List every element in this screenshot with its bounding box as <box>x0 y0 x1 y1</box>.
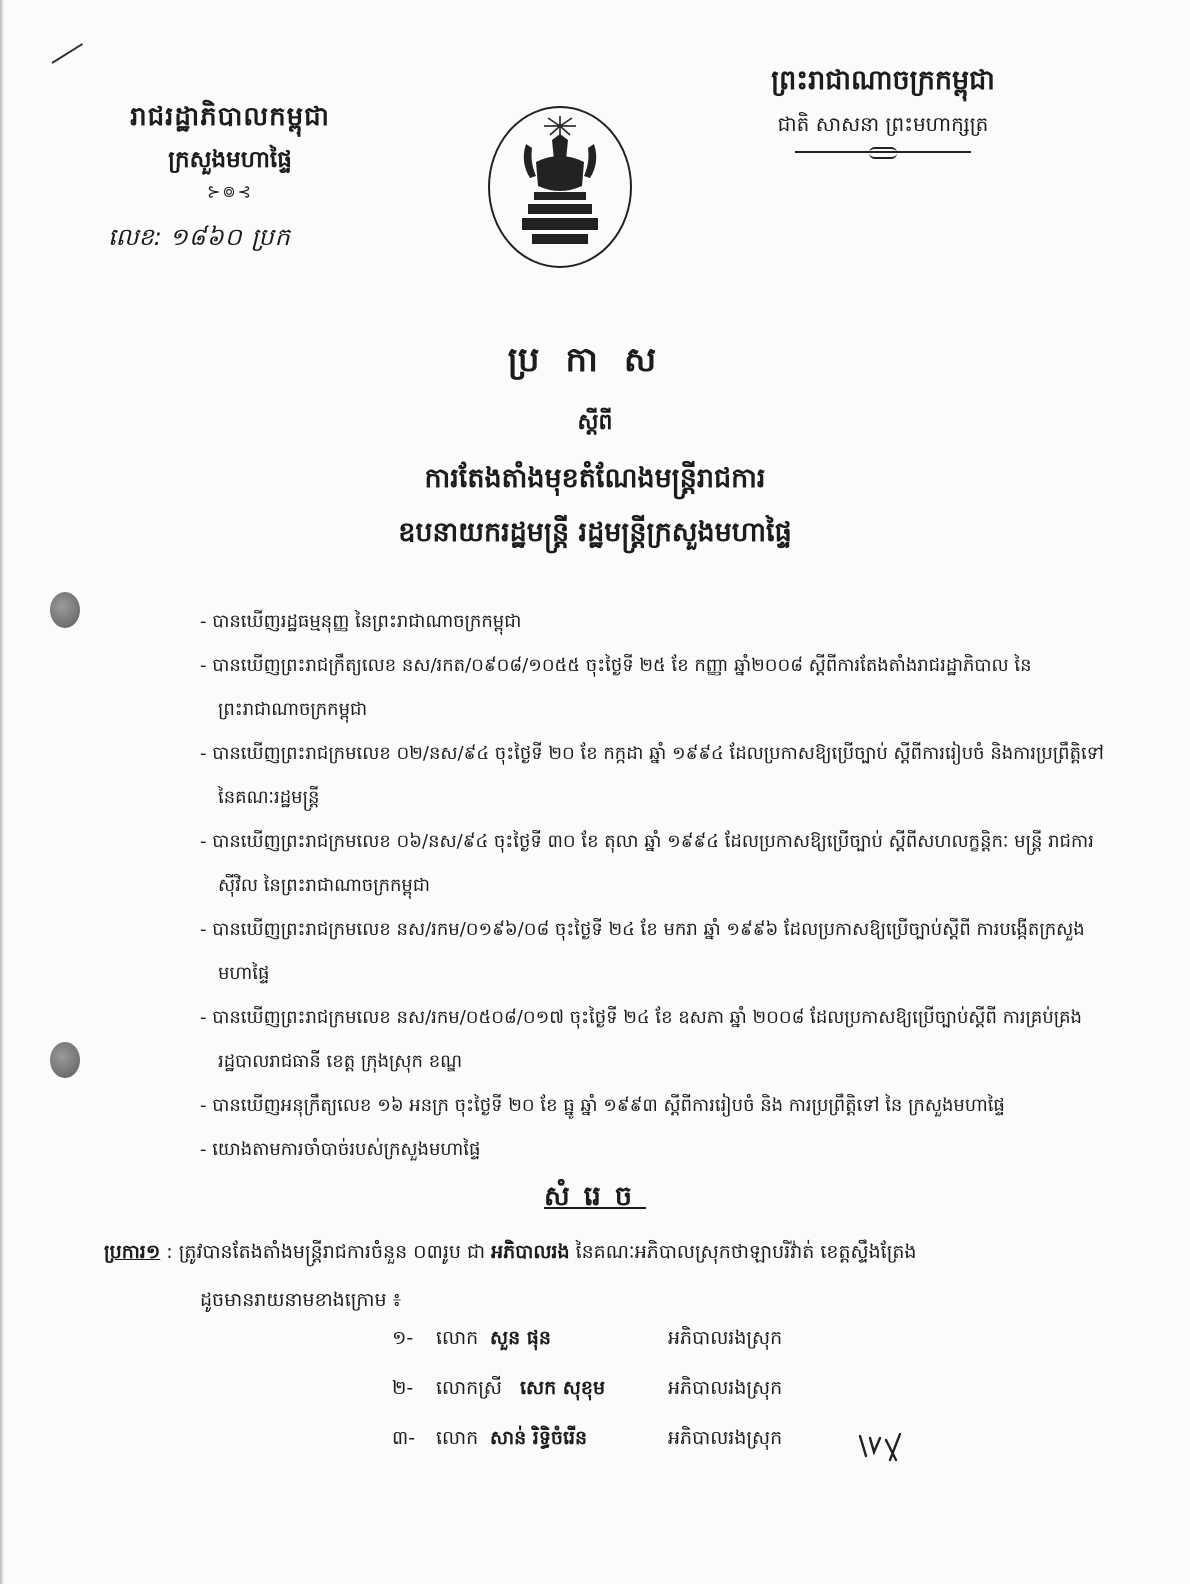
appointee-position: អភិបាលរងស្រុក <box>668 1327 783 1349</box>
appointee-name: សួន ផុន <box>490 1327 551 1349</box>
recitals-list <box>200 600 1120 1172</box>
subject-line-1: ការតែងតាំងមុខតំណែងមន្ត្រីរាជការ <box>424 463 766 494</box>
appointee-title: លោក <box>436 1427 479 1449</box>
article-line-1 <box>104 1228 1114 1276</box>
recital-item: - បានឃើញរដ្ឋធម្មនុញ្ញ នៃព្រះរាជាណាចក្រកម្ពុជា <box>200 611 522 632</box>
ornament-divider: ⊱៙⊰ <box>206 182 254 201</box>
article-line-2: ដូចមានរាយនាមខាងក្រោម ៖ <box>200 1289 401 1311</box>
appointee-position: អភិបាលរងស្រុក <box>668 1427 783 1449</box>
article-label: ប្រការ១ <box>104 1241 161 1263</box>
appointee-row <box>392 1426 912 1476</box>
ministry-name: ក្រសួងមហាផ្ទៃ <box>168 147 292 173</box>
article-text: នៃគណៈអភិបាលស្រុកថាឡាបរិវ៉ាត់ ខេត្តស្ទឹងត្រែង <box>569 1241 917 1263</box>
motto-divider <box>795 151 971 153</box>
recital-item: - បានឃើញព្រះរាជក្រមលេខ ០៦/នស/៩៤ ចុះថ្ងៃទី ៣០ ខែ តុលា ឆ្នាំ ១៩៩៤ ដែលប្រកាសឱ្យប្រើច្បាប់ ស្តីពីសហលក្ខន្តិកៈ មន្ត្រី រាជការស៊ីវិល នៃព្រះរាជាណាចក្រកម្ពុជា <box>200 831 1094 896</box>
reference-number <box>108 222 291 257</box>
national-motto: ជាតិ សាសនា ព្រះមហាក្សត្រ <box>777 112 989 136</box>
reference-label: លេខ: <box>108 223 162 251</box>
government-name: រាជរដ្ឋាភិបាលកម្ពុជា <box>130 102 330 132</box>
scan-edge <box>0 0 4 1584</box>
recital-item: - បានឃើញអនុក្រឹត្យលេខ ១៦ អនក្រ ចុះថ្ងៃទី ២០ ខែ ធ្នូ ឆ្នាំ ១៩៩៣ ស្តីពីការរៀបចំ និង ការប្រព្រឹត្តិទៅ នៃ ក្រសួងមហាផ្ទៃ <box>200 1095 1005 1116</box>
appointee-position: អភិបាលរងស្រុក <box>668 1377 783 1399</box>
subject-prefix: ស្តីពី <box>577 410 613 435</box>
appointee-title: លោក <box>436 1327 479 1349</box>
article-separator: : <box>160 1241 179 1263</box>
reference-value: ១៨៦០ ប្រក <box>169 223 291 251</box>
article-1 <box>104 1228 1114 1324</box>
recital-item: - យោងតាមការចាំបាច់របស់ក្រសួងមហាផ្ទៃ <box>200 1139 481 1160</box>
article-text: ត្រូវបានតែងតាំងមន្ត្រីរាជការចំនួន ០៣រូប ជា <box>178 1241 492 1263</box>
appointee-name: សាន់ រិទ្ធិចំរើន <box>490 1427 588 1449</box>
decision-heading: សំរេច <box>544 1181 646 1212</box>
punch-hole <box>50 1042 80 1078</box>
appointee-list <box>392 1326 912 1476</box>
appointee-number: ៣- <box>392 1427 416 1449</box>
appointee-row <box>392 1376 912 1426</box>
recital-item: - បានឃើញព្រះរាជក្រមលេខ ០២/នស/៩៤ ចុះថ្ងៃទី ២០ ខែ កក្កដា ឆ្នាំ ១៩៩៤ ដែលប្រកាសឱ្យប្រើច្បាប់ ស្តីពីការរៀបចំ និងការប្រព្រឹត្តិទៅ នៃគណៈរដ្ឋមន្ត្រី <box>200 743 1104 808</box>
punch-hole <box>50 592 80 628</box>
appointee-number: ១- <box>392 1327 414 1349</box>
subject-line-2: ឧបនាយករដ្ឋមន្ត្រី រដ្ឋមន្ត្រីក្រសួងមហាផ្ទៃ <box>398 517 792 548</box>
appointee-row <box>392 1326 912 1376</box>
recital-item: - បានឃើញព្រះរាជក្រមលេខ នស/រកម/០១៩៦/០៨ ចុះថ្ងៃទី ២៤ ខែ មករា ឆ្នាំ ១៩៩៦ ដែលប្រកាសឱ្យប្រើច្បាប់ស្តីពី ការបង្កើតក្រសួងមហាផ្ទៃ <box>200 919 1085 984</box>
royal-emblem-icon <box>486 104 634 270</box>
issuer-block <box>100 100 360 205</box>
pen-mark <box>51 43 83 64</box>
kingdom-block <box>738 64 1028 153</box>
appointee-number: ២- <box>392 1377 414 1399</box>
recital-item: - បានឃើញព្រះរាជក្រឹត្យលេខ នស/រកត/០៩០៨/១០៥៥ ចុះថ្ងៃទី ២៥ ខែ កញ្ញា ឆ្នាំ២០០៨ ស្តីពីការតែងតាំងរាជរដ្ឋាភិបាល នៃព្រះរាជាណាចក្រកម្ពុជា <box>200 655 1032 720</box>
document-type: ប្រកាស <box>507 340 683 380</box>
handwritten-initials <box>856 1426 930 1466</box>
appointee-title: លោកស្រី <box>436 1377 502 1399</box>
recital-item: - បានឃើញព្រះរាជក្រមលេខ នស/រកម/០៥០៨/០១៧ ចុះថ្ងៃទី ២៤ ខែ ឧសភា ឆ្នាំ ២០០៨ ដែលប្រកាសឱ្យប្រើច្បាប់ស្តីពី ការគ្រប់គ្រងរដ្ឋបាលរាជធានី ខេត្ត ក្រុងស្រុក ខណ្ឌ <box>200 1007 1082 1072</box>
appointee-name: សេក សុខុម <box>520 1377 606 1399</box>
kingdom-name: ព្រះរាជាណាចក្រកម្ពុជា <box>771 65 995 96</box>
article-role: អភិបាលរង <box>491 1241 570 1263</box>
